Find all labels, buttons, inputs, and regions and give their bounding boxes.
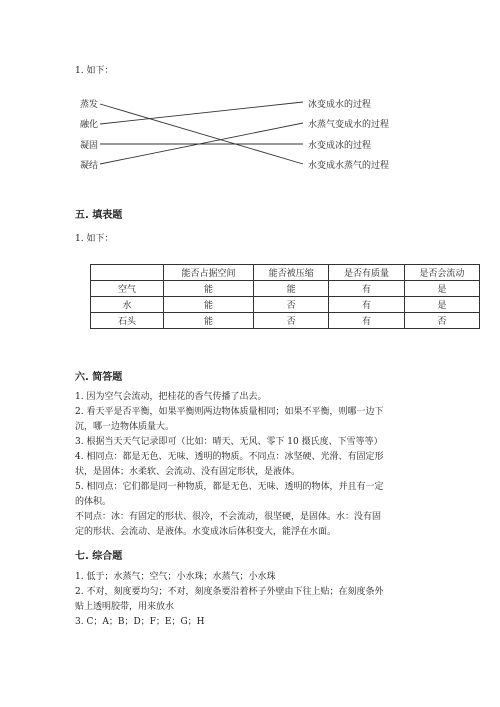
answer-line: 2. 不对，刻度要均匀；不对，刻度条要沿着杯子外壁由下往上贴；在刻度条外 bbox=[75, 587, 384, 597]
answer-line: 沉，哪一边物体质量大。 bbox=[75, 422, 175, 432]
match-left-item: 蒸发 bbox=[80, 100, 99, 110]
table-cell: 否 bbox=[254, 313, 329, 329]
answer-block bbox=[75, 510, 485, 540]
answer-line: 1. 因为空气会流动，把桂花的香气传播了出去。 bbox=[75, 392, 267, 402]
match-left-item: 凝固 bbox=[80, 141, 99, 151]
table-cell: 否 bbox=[404, 313, 479, 329]
answer-line: 3. C；A；B；D；F；E；G；H bbox=[75, 617, 205, 627]
table-row bbox=[91, 313, 480, 329]
answer-line: 贴上透明胶带，用来放水 bbox=[75, 602, 175, 612]
match-right-item: 水变成水蒸气的过程 bbox=[308, 161, 390, 171]
table-header-row bbox=[91, 265, 480, 281]
properties-table bbox=[90, 264, 480, 329]
table-header-cell: 能否占据空间 bbox=[164, 265, 254, 281]
answer-line: 状，是固体；水柔软、会流动、没有固定形状，是液体。 bbox=[75, 467, 301, 477]
answer-line: 2. 看天平是否平衡，如果平衡则两边物体质量相同；如果不平衡，则哪一边下 bbox=[75, 407, 384, 417]
answer-line: 不同点：冰：有固定的形状、很冷，不会流动，很坚硬，是固体。水：没有固 bbox=[75, 512, 382, 522]
table-cell: 是 bbox=[404, 281, 479, 297]
section-title: 五. 填表题 bbox=[75, 210, 123, 221]
table-header-cell: 是否会流动 bbox=[404, 265, 479, 281]
match-right-item: 水变成冰的过程 bbox=[308, 141, 372, 151]
section-title: 七. 综合题 bbox=[75, 551, 123, 562]
table-cell: 否 bbox=[254, 297, 329, 313]
match-left-item: 凝结 bbox=[80, 161, 99, 171]
answer-line: 5. 相同点：它们都是同一种物质，都是无色、无味、透明的物体，并且有一定 bbox=[75, 482, 384, 492]
table-cell: 有 bbox=[329, 281, 404, 297]
table-cell: 空气 bbox=[91, 281, 164, 297]
table-cell: 有 bbox=[329, 297, 404, 313]
table-row bbox=[91, 297, 480, 313]
answer-line: 定的形状、会流动、是液体。水变成冰后体积变大，能浮在水面。 bbox=[75, 527, 337, 537]
answer-line: 3. 根据当天天气记录即可（比如：晴天、无风、零下 10 摄氏度、下雪等等） bbox=[75, 437, 383, 447]
table-cell: 有 bbox=[329, 313, 404, 329]
section-title: 六. 简答题 bbox=[75, 372, 123, 383]
table-cell: 能 bbox=[164, 313, 254, 329]
table-header-cell: 是否有质量 bbox=[329, 265, 404, 281]
match-right-item: 水蒸气变成水的过程 bbox=[308, 120, 390, 130]
table-cell: 能 bbox=[164, 297, 254, 313]
answer-block bbox=[75, 570, 485, 630]
table-cell: 能 bbox=[164, 281, 254, 297]
answer-line: 1. 低于；水蒸气；空气；小水珠；水蒸气；小水珠 bbox=[75, 572, 276, 582]
match-line bbox=[100, 123, 303, 164]
match-intro: 1. 如下： bbox=[75, 66, 114, 76]
match-right-item: 冰变成水的过程 bbox=[308, 100, 372, 110]
answer-line: 的体积。 bbox=[75, 497, 112, 507]
table-cell: 能 bbox=[254, 281, 329, 297]
match-left-item: 融化 bbox=[80, 120, 99, 130]
table-cell: 水 bbox=[91, 297, 164, 313]
table-cell: 是 bbox=[404, 297, 479, 313]
table-header-cell: 能否被压缩 bbox=[254, 265, 329, 281]
table-cell: 石头 bbox=[91, 313, 164, 329]
answer-line: 4. 相同点：都是无色、无味、透明的物质。不同点：冰坚硬、光滑、有固定形 bbox=[75, 452, 384, 462]
section-intro: 1. 如下： bbox=[75, 234, 114, 244]
table-header-cell bbox=[91, 265, 164, 281]
answer-block bbox=[75, 390, 485, 510]
table-row bbox=[91, 281, 480, 297]
